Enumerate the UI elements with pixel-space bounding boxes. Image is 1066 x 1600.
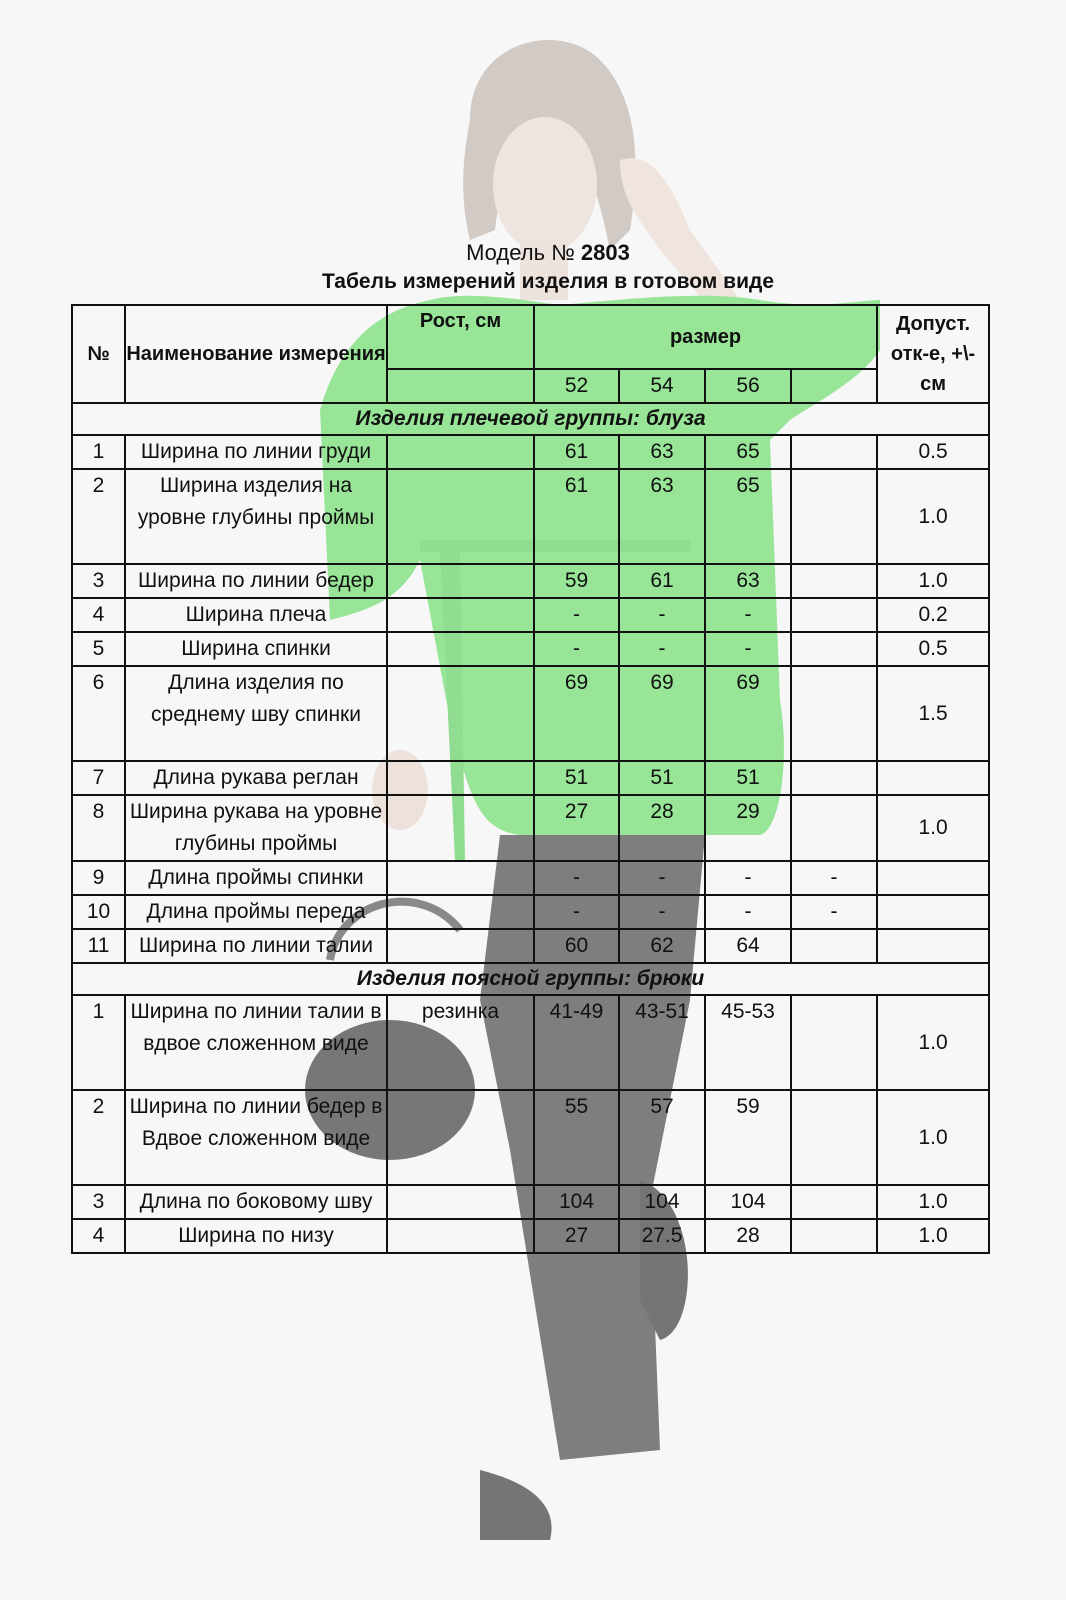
row-value: - (705, 895, 791, 929)
row-value: 104 (534, 1185, 619, 1219)
row-name: Длина по боковому шву (125, 1185, 387, 1219)
row-value (791, 435, 877, 469)
table-row (72, 795, 989, 861)
row-value: 104 (619, 1185, 705, 1219)
row-value: 61 (534, 435, 619, 469)
table-row (72, 1185, 989, 1219)
row-name: Ширина по низу (125, 1219, 387, 1253)
size-cell: 54 (619, 369, 705, 403)
size-rost-blank (387, 369, 534, 403)
row-rost (387, 861, 534, 895)
table-row (72, 1219, 989, 1253)
row-number: 6 (72, 666, 125, 761)
row-value: 57 (619, 1090, 705, 1185)
row-name: Ширина спинки (125, 632, 387, 666)
table-row (72, 995, 989, 1090)
row-tolerance: 1.0 (877, 469, 989, 564)
row-value: - (619, 861, 705, 895)
row-rost (387, 598, 534, 632)
row-tolerance: 0.5 (877, 435, 989, 469)
row-rost (387, 895, 534, 929)
row-value: 28 (705, 1219, 791, 1253)
size-cell: 56 (705, 369, 791, 403)
table-row (72, 1090, 989, 1185)
row-value (791, 598, 877, 632)
table-row (72, 666, 989, 761)
row-value: - (534, 895, 619, 929)
section-row (72, 963, 989, 995)
row-rost (387, 632, 534, 666)
table-title: Табель измерений изделия в готовом виде (321, 270, 775, 293)
row-value: 60 (534, 929, 619, 963)
row-number: 5 (72, 632, 125, 666)
row-rost (387, 1090, 534, 1185)
row-rost (387, 761, 534, 795)
row-tolerance (877, 929, 989, 963)
row-value: 41-49 (534, 995, 619, 1090)
row-number: 1 (72, 435, 125, 469)
header-tolerance: Допуст. отк-е, +\-см (877, 305, 989, 403)
model-label: Модель № (466, 240, 575, 265)
row-tolerance: 1.0 (877, 1185, 989, 1219)
row-value: 27.5 (619, 1219, 705, 1253)
row-value (791, 632, 877, 666)
row-value: 51 (534, 761, 619, 795)
model-title (30, 238, 1066, 268)
model-number: 2803 (580, 240, 630, 265)
row-name: Длина рукава реглан (125, 761, 387, 795)
row-tolerance: 1.0 (877, 1090, 989, 1185)
row-value (791, 795, 877, 861)
row-tolerance: 1.0 (877, 1219, 989, 1253)
row-value: 65 (705, 469, 791, 564)
row-value: 69 (534, 666, 619, 761)
row-number: 7 (72, 761, 125, 795)
row-number: 2 (72, 1090, 125, 1185)
row-name: Длина изделия по среднему шву спинки (125, 666, 387, 761)
row-value: 59 (534, 564, 619, 598)
measurement-table (71, 304, 990, 1254)
row-tolerance: 1.0 (877, 995, 989, 1090)
row-tolerance: 0.5 (877, 632, 989, 666)
row-value (791, 1185, 877, 1219)
row-value: 63 (619, 435, 705, 469)
row-value: 64 (705, 929, 791, 963)
header-rost: Рост, см (387, 305, 534, 369)
table-row (72, 861, 989, 895)
row-value: 69 (705, 666, 791, 761)
row-value: 104 (705, 1185, 791, 1219)
row-value (791, 1219, 877, 1253)
row-value: - (705, 598, 791, 632)
header-name: Наименование измерения (125, 305, 387, 403)
row-number: 10 (72, 895, 125, 929)
row-name: Ширина рукава на уровне глубины проймы (125, 795, 387, 861)
section-title: Изделия поясной группы: брюки (72, 963, 989, 995)
row-tolerance (877, 761, 989, 795)
row-value: - (619, 598, 705, 632)
row-rost (387, 564, 534, 598)
row-value (791, 1090, 877, 1185)
row-value: - (791, 861, 877, 895)
table-row (72, 598, 989, 632)
row-value: 43-51 (619, 995, 705, 1090)
row-value (791, 564, 877, 598)
row-value: 51 (619, 761, 705, 795)
row-value: 45-53 (705, 995, 791, 1090)
row-rost (387, 435, 534, 469)
row-tolerance: 1.0 (877, 564, 989, 598)
row-rost (387, 795, 534, 861)
row-value (791, 995, 877, 1090)
row-name: Длина проймы переда (125, 895, 387, 929)
row-number: 8 (72, 795, 125, 861)
header-num: № (72, 305, 125, 403)
row-number: 3 (72, 1185, 125, 1219)
row-number: 1 (72, 995, 125, 1090)
table-row (72, 895, 989, 929)
row-value: 51 (705, 761, 791, 795)
section-row (72, 403, 989, 435)
row-rost (387, 1185, 534, 1219)
row-name: Ширина изделия на уровне глубины проймы (125, 469, 387, 564)
row-number: 2 (72, 469, 125, 564)
row-value: 61 (534, 469, 619, 564)
row-name: Длина проймы спинки (125, 861, 387, 895)
row-name: Ширина по линии бедер в Вдвое сложенном виде (125, 1090, 387, 1185)
row-name: Ширина по линии груди (125, 435, 387, 469)
row-number: 4 (72, 1219, 125, 1253)
size-cell (791, 369, 877, 403)
row-tolerance (877, 895, 989, 929)
row-tolerance: 1.5 (877, 666, 989, 761)
row-number: 9 (72, 861, 125, 895)
section-title: Изделия плечевой группы: блуза (72, 403, 989, 435)
row-name: Ширина по линии талии в вдвое сложенном виде (125, 995, 387, 1090)
table-row (72, 564, 989, 598)
row-value: 61 (619, 564, 705, 598)
row-value: 63 (705, 564, 791, 598)
row-number: 3 (72, 564, 125, 598)
row-tolerance: 1.0 (877, 795, 989, 861)
row-name: Ширина по линии талии (125, 929, 387, 963)
row-name: Ширина по линии бедер (125, 564, 387, 598)
row-value: 27 (534, 795, 619, 861)
row-value: - (619, 895, 705, 929)
table-row (72, 929, 989, 963)
row-value: - (791, 895, 877, 929)
row-value: 59 (705, 1090, 791, 1185)
row-rost (387, 666, 534, 761)
row-value: - (705, 632, 791, 666)
row-value: 29 (705, 795, 791, 861)
row-value: 27 (534, 1219, 619, 1253)
row-value: 69 (619, 666, 705, 761)
row-value: - (705, 861, 791, 895)
row-value (791, 469, 877, 564)
size-cell: 52 (534, 369, 619, 403)
row-value: 62 (619, 929, 705, 963)
row-value (791, 929, 877, 963)
row-tolerance: 0.2 (877, 598, 989, 632)
row-number: 11 (72, 929, 125, 963)
row-value: - (534, 861, 619, 895)
table-row (72, 761, 989, 795)
row-name: Ширина плеча (125, 598, 387, 632)
table-row (72, 632, 989, 666)
row-number: 4 (72, 598, 125, 632)
row-tolerance (877, 861, 989, 895)
header-row (72, 305, 989, 369)
header (0, 238, 1066, 296)
row-value: - (534, 632, 619, 666)
table-row (72, 435, 989, 469)
row-value: 63 (619, 469, 705, 564)
table-body (72, 305, 989, 1253)
row-value: 55 (534, 1090, 619, 1185)
row-value: 28 (619, 795, 705, 861)
row-rost (387, 469, 534, 564)
row-rost (387, 1219, 534, 1253)
row-value (791, 666, 877, 761)
row-rost (387, 929, 534, 963)
row-value (791, 761, 877, 795)
row-value: - (619, 632, 705, 666)
row-value: 65 (705, 435, 791, 469)
row-value: - (534, 598, 619, 632)
header-size: размер (534, 305, 877, 369)
table-row (72, 469, 989, 564)
row-rost: резинка (387, 995, 534, 1090)
